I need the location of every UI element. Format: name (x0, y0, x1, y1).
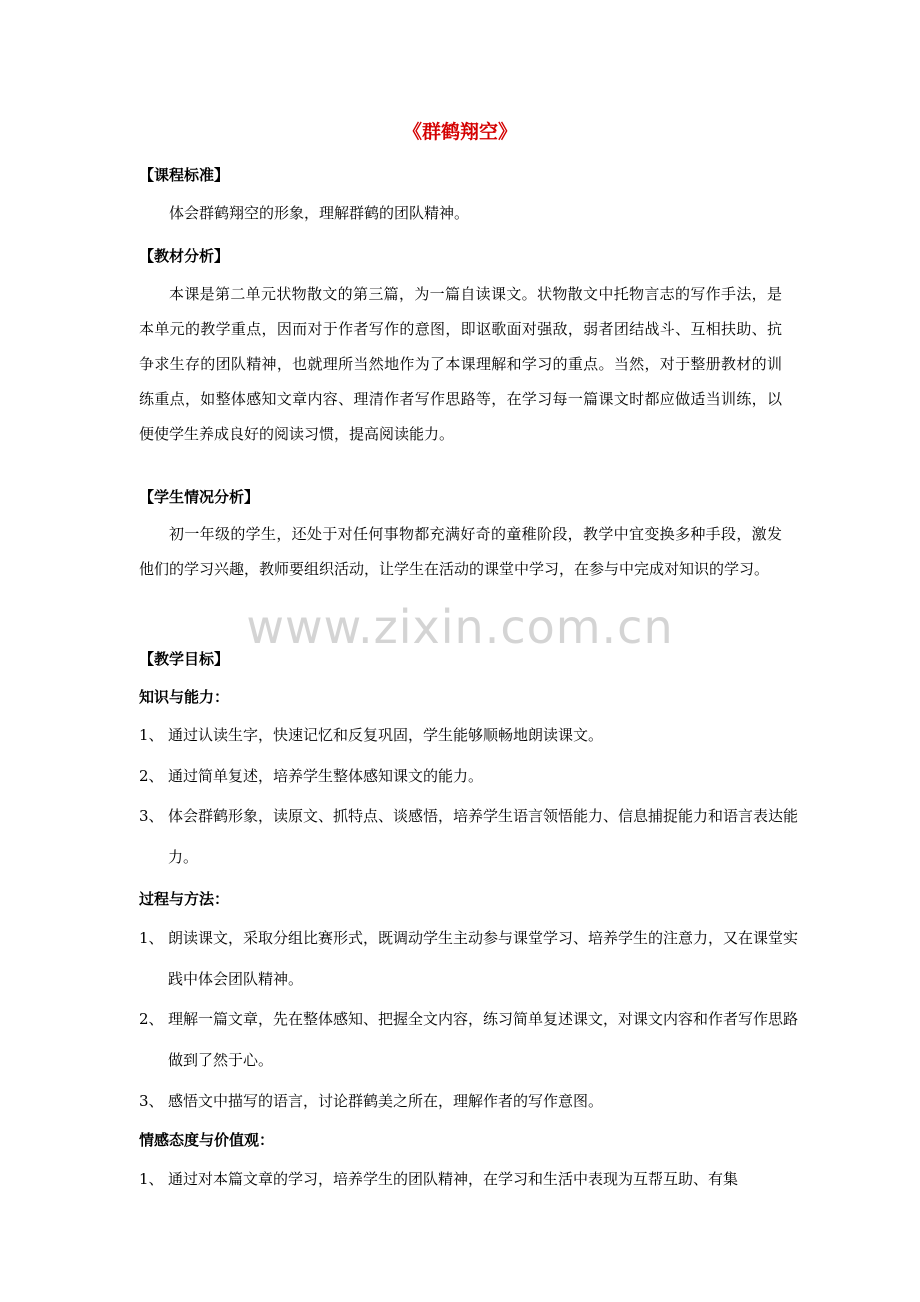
subheading-process: 过程与方法： (139, 890, 230, 908)
list-item-text: 通过对本篇文章的学习，培养学生的团队精神，在学习和生活中表现为互帮互助、有集 (168, 1170, 739, 1188)
list-item (139, 1159, 811, 1200)
list-item (139, 756, 811, 797)
heading-student-analysis: 【学生情况分析】 (139, 488, 260, 506)
list-item-text: 体会群鹤形象，读原文、抓特点、谈感悟，培养学生语言领悟能力、信息捕捉能力和语言表达能力。 (168, 807, 799, 866)
list-item-number: 3、 (139, 1092, 164, 1110)
list-item-number: 1、 (139, 1170, 164, 1188)
heading-material-analysis: 【教材分析】 (139, 247, 230, 265)
list-item-text: 朗读课文，采取分组比赛形式，既调动学生主动参与课堂学习、培养学生的注意力，又在课堂实践中体会团队精神。 (168, 929, 799, 988)
heading-course-standard: 【课程标准】 (139, 166, 230, 184)
paragraph-student-analysis: 初一年级的学生，还处于对任何事物都充满好奇的童稚阶段，教学中宜变换多种手段，激发他们的学习兴趣，教师要组织活动，让学生在活动的课堂中学习，在参与中完成对知识的学习。 (139, 525, 782, 578)
document-title: 《群鹤翔空》 (402, 121, 517, 143)
list-item (139, 715, 811, 756)
subheading-knowledge: 知识与能力： (139, 688, 230, 706)
list-item-number: 3、 (139, 807, 164, 825)
heading-teaching-goals: 【教学目标】 (139, 650, 230, 668)
list-item (139, 1081, 811, 1122)
list-item-text: 通过简单复述，培养学生整体感知课文的能力。 (168, 767, 484, 785)
watermark: www.zixin.com.cn (246, 600, 674, 654)
list-item (139, 796, 811, 878)
list-item (139, 918, 811, 1000)
list-item-number: 1、 (139, 726, 164, 744)
list-item-text: 理解一篇文章，先在整体感知、把握全文内容，练习简单复述课文，对课文内容和作者写作思路做到了然于心。 (168, 1010, 799, 1069)
list-item-number: 2、 (139, 1010, 164, 1028)
paragraph-course-standard: 体会群鹤翔空的形象，理解群鹤的团队精神。 (169, 204, 470, 222)
list-item-number: 1、 (139, 929, 164, 947)
paragraph-material-analysis: 本课是第二单元状物散文的第三篇，为一篇自读课文。状物散文中托物言志的写作手法，是本单元的教学重点，因而对于作者写作的意图，即讴歌面对强敌，弱者团结战斗、互相扶助、抗争求生存的团队精神，也就理所当然地作为了本课理解和学习的重点。当然，对于整册教材的训练重点，如整体感知文章内容、理清作者写作思路等，在学习每一篇课文时都应做适当训练，以便使学生养成良好的阅读习惯，提高阅读能力。 (139, 285, 782, 443)
list-item (139, 999, 811, 1081)
list-item-number: 2、 (139, 767, 164, 785)
list-item-text: 感悟文中描写的语言，讨论群鹤美之所在，理解作者的写作意图。 (168, 1092, 604, 1110)
subheading-attitude: 情感态度与价值观： (139, 1131, 275, 1149)
list-item-text: 通过认读生字，快速记忆和反复巩固，学生能够顺畅地朗读课文。 (168, 726, 604, 744)
